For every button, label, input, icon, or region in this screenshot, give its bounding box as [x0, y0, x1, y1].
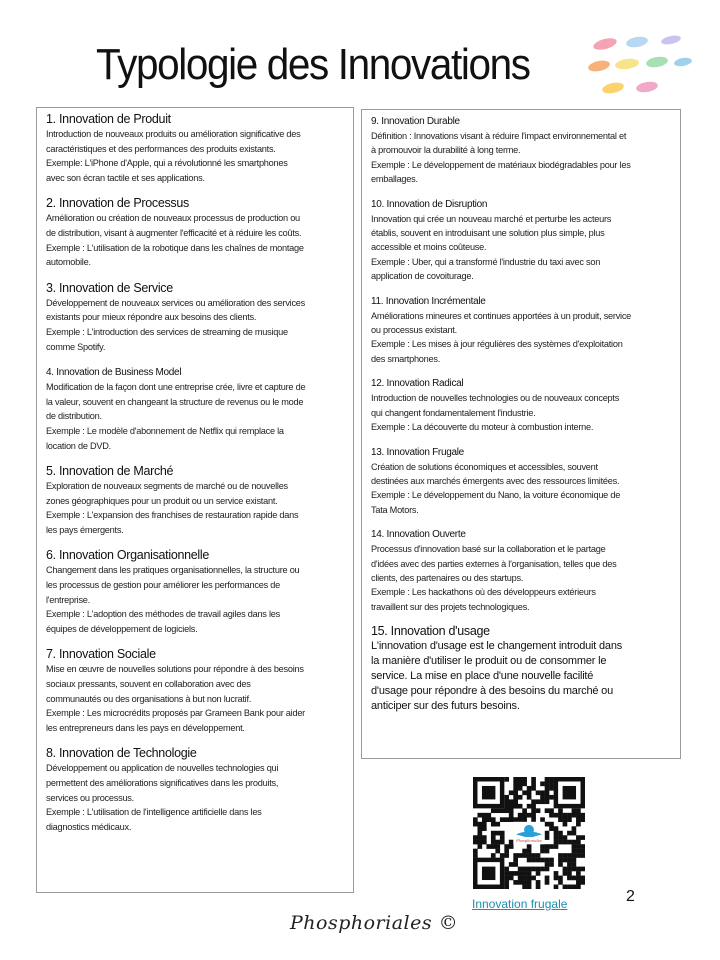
- innovation-section: [46, 281, 344, 354]
- section-title: 15. Innovation d'usage: [371, 624, 490, 639]
- section-text-line: service. La mise en place d'une nouvelle facilité: [371, 670, 594, 683]
- section-text-line: à promouvoir la durabilité à long terme.: [371, 145, 521, 156]
- section-text-line: Exemple : L'utilisation de la robotique dans les chaînes de montage: [46, 242, 304, 253]
- innovation-section: [46, 647, 344, 735]
- section-text-line: Tata Motors.: [371, 504, 419, 515]
- page-number: 2: [626, 888, 635, 905]
- section-text-line: d'idées avec des parties externes à l'organisation, telles que des: [371, 558, 617, 569]
- section-text-line: l'entreprise.: [46, 594, 90, 605]
- innovation-section: [46, 548, 344, 636]
- section-text-line: sociaux pressants, souvent en collaboration avec des: [46, 679, 251, 690]
- innovation-section: [371, 445, 671, 518]
- section-text-line: les pays émergents.: [46, 524, 124, 535]
- section-text-line: zones géographiques pour un produit ou un service existant.: [46, 495, 278, 506]
- section-text-line: Exemple : Le développement de matériaux biodégradables pour les: [371, 159, 631, 170]
- innovation-frugale-link[interactable]: Innovation frugale: [472, 897, 568, 911]
- left-column: [36, 107, 354, 893]
- section-text-line: permettent des améliorations significatives dans les produits,: [46, 778, 279, 788]
- section-text-line: Développement de nouveaux services ou amélioration des services: [46, 297, 306, 308]
- section-title: 4. Innovation de Business Model: [46, 367, 182, 379]
- section-text-line: services ou processus.: [46, 792, 134, 803]
- section-title: 9. Innovation Durable: [371, 116, 460, 127]
- innovation-section: [371, 294, 671, 367]
- section-text-line: établis, souvent en introduisant une solution plus simple, plus: [371, 228, 605, 239]
- section-text-line: accessible et moins coûteuse.: [371, 242, 487, 253]
- section-text-line: de distribution, visant à augmenter l'efficacité et à réduire les coûts.: [46, 227, 302, 238]
- footer-brand: Phosphoriales ©: [290, 912, 459, 934]
- section-text-line: diagnostics médicaux.: [46, 821, 132, 832]
- section-text-line: Exemple : L'expansion des franchises de restauration rapide dans: [46, 510, 299, 521]
- section-title: 11. Innovation Incrémentale: [371, 295, 486, 307]
- section-title: 3. Innovation de Service: [46, 280, 173, 295]
- section-text-line: Exploration de nouveaux segments de marché ou de nouvelles: [46, 481, 288, 492]
- innovation-section: [371, 376, 671, 434]
- innovation-section: [46, 196, 344, 269]
- section-text-line: L'innovation d'usage est le changement introduit dans: [371, 640, 623, 653]
- innovation-section: [371, 624, 671, 714]
- section-title: 14. Innovation Ouverte: [371, 529, 466, 541]
- section-text-line: Mise en œuvre de nouvelles solutions pour répondre à des besoins: [46, 664, 304, 675]
- section-text-line: travaillent sur des projets technologiques.: [371, 601, 530, 612]
- innovation-section: [371, 197, 671, 284]
- section-text-line: la valeur, souvent en changeant la structure de revenus ou le mode: [46, 396, 304, 407]
- section-text-line: Exemple : La découverte du moteur à combustion interne.: [371, 422, 594, 433]
- section-text-line: location de DVD.: [46, 440, 111, 451]
- section-text-line: Exemple : Le modèle d'abonnement de Netflix qui remplace la: [46, 425, 284, 436]
- section-text-line: application de covoiturage.: [371, 271, 474, 282]
- section-text-line: Amélioration ou création de nouveaux processus de production ou: [46, 213, 300, 224]
- section-text-line: communautés ou des organisations à but non lucratif.: [46, 693, 252, 704]
- section-text-line: anticiper sur des futurs besoins.: [371, 700, 520, 713]
- section-text-line: Introduction de nouveaux produits ou amélioration significative des: [46, 129, 301, 139]
- section-text-line: Exemple: L'iPhone d'Apple, qui a révolutionné les smartphones: [46, 158, 288, 169]
- section-text-line: caractéristiques et des performances des produits existants.: [46, 143, 276, 154]
- section-text-line: qui changent fondamentalement l'industrie.: [371, 407, 536, 418]
- section-text-line: équipes de développement de logiciels.: [46, 623, 198, 634]
- section-text-line: Développement ou application de nouvelles technologies qui: [46, 763, 279, 774]
- innovation-section: [371, 114, 671, 187]
- section-text-line: Exemple : L'adoption des méthodes de travail agiles dans les: [46, 609, 280, 620]
- innovation-section: [46, 464, 344, 537]
- section-text-line: clients, des partenaires ou des startups.: [371, 572, 524, 583]
- section-title: 1. Innovation de Produit: [46, 112, 171, 126]
- section-text-line: des smartphones.: [371, 353, 441, 364]
- section-text-line: Changement dans les pratiques organisationnelles, la structure ou: [46, 565, 300, 576]
- section-title: 2. Innovation de Processus: [46, 196, 189, 211]
- innovation-section: [46, 746, 344, 834]
- innovation-section: [371, 527, 671, 614]
- section-text-line: avec son écran tactile et ses applications.: [46, 172, 205, 183]
- section-text-line: Innovation qui crée un nouveau marché et perturbe les acteurs: [371, 213, 612, 224]
- section-text-line: la manière d'utiliser le produit ou de consommer le: [371, 655, 607, 668]
- section-title: 6. Innovation Organisationnelle: [46, 548, 210, 563]
- section-text-line: les processus de gestion pour améliorer les performances de: [46, 580, 280, 591]
- section-text-line: Exemple : Uber, qui a transformé l'industrie du taxi avec son: [371, 256, 601, 267]
- section-text-line: Définition : Innovations visant à réduire l'impact environnemental et: [371, 131, 627, 141]
- section-text-line: Exemple : L'utilisation de l'intelligence artificielle dans les: [46, 807, 262, 818]
- section-text-line: Exemple : Le développement du Nano, la voiture économique de: [371, 490, 621, 501]
- section-text-line: Modification de la façon dont une entreprise crée, livre et capture de: [46, 382, 306, 393]
- section-title: 8. Innovation de Technologie: [46, 746, 197, 761]
- section-text-line: d'usage pour répondre à des besoins du marché ou: [371, 685, 614, 698]
- section-text-line: automobile.: [46, 257, 91, 268]
- section-text-line: Exemple : Les mises à jour régulières des systèmes d'exploitation: [371, 339, 623, 350]
- section-text-line: Améliorations mineures et continues apportées à un produit, service: [371, 310, 632, 321]
- section-text-line: Création de solutions économiques et accessibles, souvent: [371, 461, 598, 472]
- decorative-paint-strokes: [585, 32, 695, 102]
- section-text-line: Exemple : Les microcrédits proposés par Grameen Bank pour aider: [46, 708, 305, 719]
- innovation-section: [46, 112, 344, 185]
- qr-logo-text: Phosphoriales: [516, 838, 542, 843]
- section-title: 7. Innovation Sociale: [46, 647, 156, 662]
- qr-code[interactable]: [473, 777, 585, 889]
- section-text-line: emballages.: [371, 174, 418, 185]
- section-text-line: Exemple : L'introduction des services de streaming de musique: [46, 326, 288, 337]
- section-text-line: ou processus existant.: [371, 325, 457, 336]
- right-column: [361, 109, 681, 759]
- section-text-line: de distribution.: [46, 411, 102, 422]
- section-text-line: les entrepreneurs dans les pays en développement.: [46, 722, 245, 733]
- page-title: Typologie des Innovations: [96, 40, 530, 89]
- section-title: 5. Innovation de Marché: [46, 464, 174, 479]
- section-text-line: Introduction de nouvelles technologies ou de nouveaux concepts: [371, 393, 620, 404]
- section-title: 13. Innovation Frugale: [371, 446, 464, 458]
- section-text-line: existants pour mieux répondre aux besoins des clients.: [46, 312, 257, 323]
- section-text-line: Processus d'innovation basé sur la collaboration et le partage: [371, 544, 606, 555]
- section-text-line: destinées aux marchés émergents avec des ressources limitées.: [371, 475, 620, 486]
- section-text-line: Exemple : Les hackathons où des développeurs extérieurs: [371, 587, 596, 598]
- innovation-section: [46, 365, 344, 453]
- section-title: 12. Innovation Radical: [371, 378, 464, 390]
- section-title: 10. Innovation de Disruption: [371, 198, 488, 210]
- section-text-line: comme Spotify.: [46, 341, 106, 352]
